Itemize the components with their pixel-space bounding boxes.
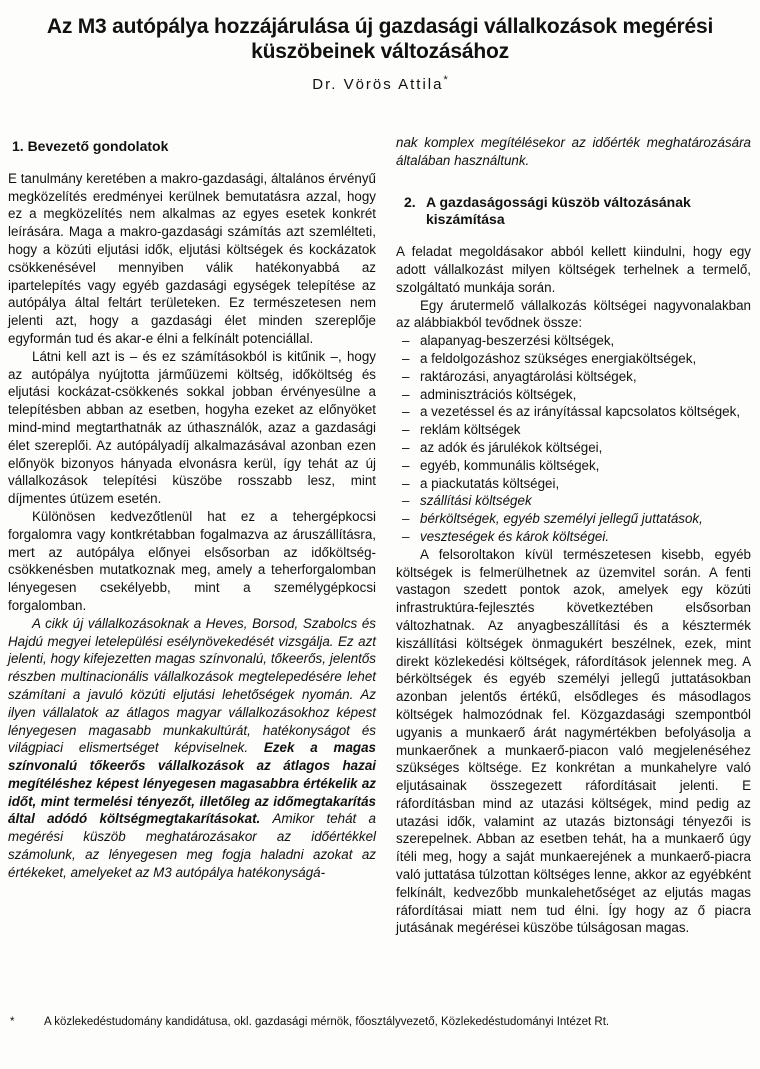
list-item: – a feldolgozáshoz szükséges energiaköltségek, bbox=[396, 350, 751, 368]
left-paragraph-4-italic: A cikk új vállalkozásoknak a Heves, Borsod, Szabolcs és Hajdú megyei letelepülési esélynövekedését vizsgálja. Ez azt jelenti, hogy kifejezetten magas színvonalú, tőkeerős, jelentős részben multinacionális vállalkozások megtelepedésére lehet számítani a javuló közúti eljutási lehetőségek nyomán. Az ilyen vállalatok az átlagos magyar vállalkozásokhoz képest lényegesen magasabb munkakultúrát, hatékonyságot és világpiaci elismertséget képviselnek. bbox=[8, 615, 376, 756]
left-paragraph-4-bold: Ezek a magas színvonalú tőkeerős vállalkozások az átlagos hazai megítéléshez képest lényegesen magasabbra értékelik az időt, mint termelési tényezőt, illetőleg az időmegtakarítás által adódó költségmegtakarításokat. bbox=[8, 740, 376, 827]
section-2-heading bbox=[404, 194, 751, 230]
list-item-italic: – veszteségek és károk költségei. bbox=[396, 528, 751, 546]
left-column bbox=[8, 132, 376, 882]
right-continuation: nak komplex megítélésekor az időérték meghatározására általában használtunk. bbox=[396, 135, 751, 168]
left-paragraph-4 bbox=[8, 615, 376, 882]
author-name: Dr. Vörös Attila bbox=[312, 76, 444, 93]
right-paragraph-3: A felsoroltakon kívül természetesen kisebb, egyéb költségek is felmerülhetnek az üzemvitel során. A fenti vastagon szedett pontok azok, amelyek egy közúti infrastruktúra-fejlesztés következtében elsősorban változhatnak. Az anyagbeszállítási és a késztermék kiszállítási költségek önmagukért beszélnek, ezek, mint direkt közlekedési költségek, ráfordítások jelennek meg. A bérköltségek és egyéb személyi jellegű juttatásokban azonban jelentős értékű, elsődleges és másodlagos költségek halmozódnak fel. Közgazdasági szempontból ugyanis a munkaerő árát nagymértékben befolyásolja a munkaerőnek a munkaerő-piacon való megjelenéséhez szükséges költsége. Ez konkrétan a munkahelyre való eljutásainak összegezett ráfordításait jelenti. E ráfordításban mind az utazási költségek, mind pedig az utazási idők, valamint az utazás biztonsági tényezői is szerepelnek. Abban az esetben tehát, ha a munkaerő úgy ítéli meg, hogy a saját munkaerejének a munkaerő-piacra való juttatása túlzottan költséges lenne, akkor az egyébként felkínált, kedvezőbb munkalehetőséget az eljutás magas ráfordításai miatt nem tud élni. Így hogy az ő piacra jutásának megérései küszöbe túlságosan magas. bbox=[396, 546, 751, 936]
section-2-number: 2. bbox=[404, 193, 416, 210]
list-item: – a piackutatás költségei, bbox=[396, 475, 751, 493]
list-item: – egyéb, kommunális költségek, bbox=[396, 457, 751, 475]
list-item: – az adók és járulékok költségei, bbox=[396, 439, 751, 457]
footnote-mark: * bbox=[10, 1016, 15, 1028]
footnote bbox=[10, 1016, 750, 1028]
cost-list bbox=[396, 332, 751, 546]
left-paragraph-3: Különösen kedvezőtlenül hat ez a tehergépkocsi forgalomra vagy kontkrétabban fogalmazva az áruszállításra, mert az autópálya előnyei elsősorban az időköltség-csökkenésben mutatkoznak meg, amely a teherforgalomban lényegesen csekélyebb, mint a személygépkocsi forgalomban. bbox=[8, 508, 376, 613]
author-footnote-mark: * bbox=[443, 74, 448, 86]
right-column bbox=[396, 134, 751, 937]
section-1-heading: 1. Bevezető gondolatok bbox=[12, 138, 169, 154]
right-paragraph-1: A feladat megoldásakor abból kellett kiindulni, hogy egy adott vállalkozást milyen költségek terhelnek a termelő, szolgáltató munkája során. bbox=[396, 244, 751, 295]
list-item-italic: – bérköltségek, egyéb személyi jellegű juttatások, bbox=[396, 510, 751, 528]
list-item: – adminisztrációs költségek, bbox=[396, 386, 751, 404]
section-2-title: A gazdaságossági küszöb változásának kiszámítása bbox=[426, 193, 691, 228]
footnote-text: A közlekedéstudomány kandidátusa, okl. gazdasági mérnök, főosztályvezető, Közlekedéstudományi Intézet Rt. bbox=[44, 1016, 610, 1028]
left-paragraph-1: E tanulmány keretében a makro-gazdasági, általános érvényű megközelítés eredményei kerülnek bemutatásra azzal, hogy ez a megközelítés nem alkalmas az egyes esetek konkrét leírására. Maga a makro-gazdasági számítás azt szemlélteti, hogy a közúti eljutási idők, eljutási költségek és kockázatok csökkenésével mennyiben válik hatékonyabbá az ipartelepítés vagy egyéb gazdasági egységek telepítése az autópálya által feltárt területeken. Ez természetesen nem jelenti azt, hogy a gazdasági élet minden szereplője egyformán tud és akar-e élni a felkínált potenciállal. bbox=[8, 170, 376, 346]
right-paragraph-2: Egy árutermelő vállalkozás költségei nagyvonalakban az alábbiakból tevődnek össze: bbox=[396, 297, 751, 331]
list-item: – a vezetéssel és az irányítással kapcsolatos költségek, bbox=[396, 403, 751, 421]
left-paragraph-2: Látni kell azt is – és ez számításokból is kitűnik –, hogy az autópálya nyújtotta járműüzemi költség, időköltség és eljutási kockázat-csökkenés sokkal jobban érvényesülne a telepítésben abban az esetben, hogyha ezeket az előnyöket mind-mind megtarthatnák az úthasználók, azaz a gazdasági élet szereplői. Az autópályadíj alkalmazásával azonban ezen előnyök bizonyos hányada elvonásra kerül, így tehát az új vállalkozások telepítési küszöbe rosszabb lesz, mint díjmentes útüzem esetén. bbox=[8, 348, 376, 507]
article-title: Az M3 autópálya hozzájárulása új gazdasági vállalkozások megérési küszöbeinek változásához bbox=[46, 15, 714, 63]
list-item: – alapanyag-beszerzési költségek, bbox=[396, 332, 751, 350]
author-line bbox=[0, 74, 760, 93]
list-item-italic: – szállítási költségek bbox=[396, 492, 751, 510]
list-item: – reklám költségek bbox=[396, 421, 751, 439]
list-item: – raktározási, anyagtárolási költségek, bbox=[396, 368, 751, 386]
left-paragraph-4-tail: Amikor tehát a megérési küszöb meghatározásakor az időértékkel számolunk, az lényegesen meg fogja haladni azokat az értékeket, amelyeket az M3 autópálya hatékonyságá- bbox=[8, 811, 376, 880]
